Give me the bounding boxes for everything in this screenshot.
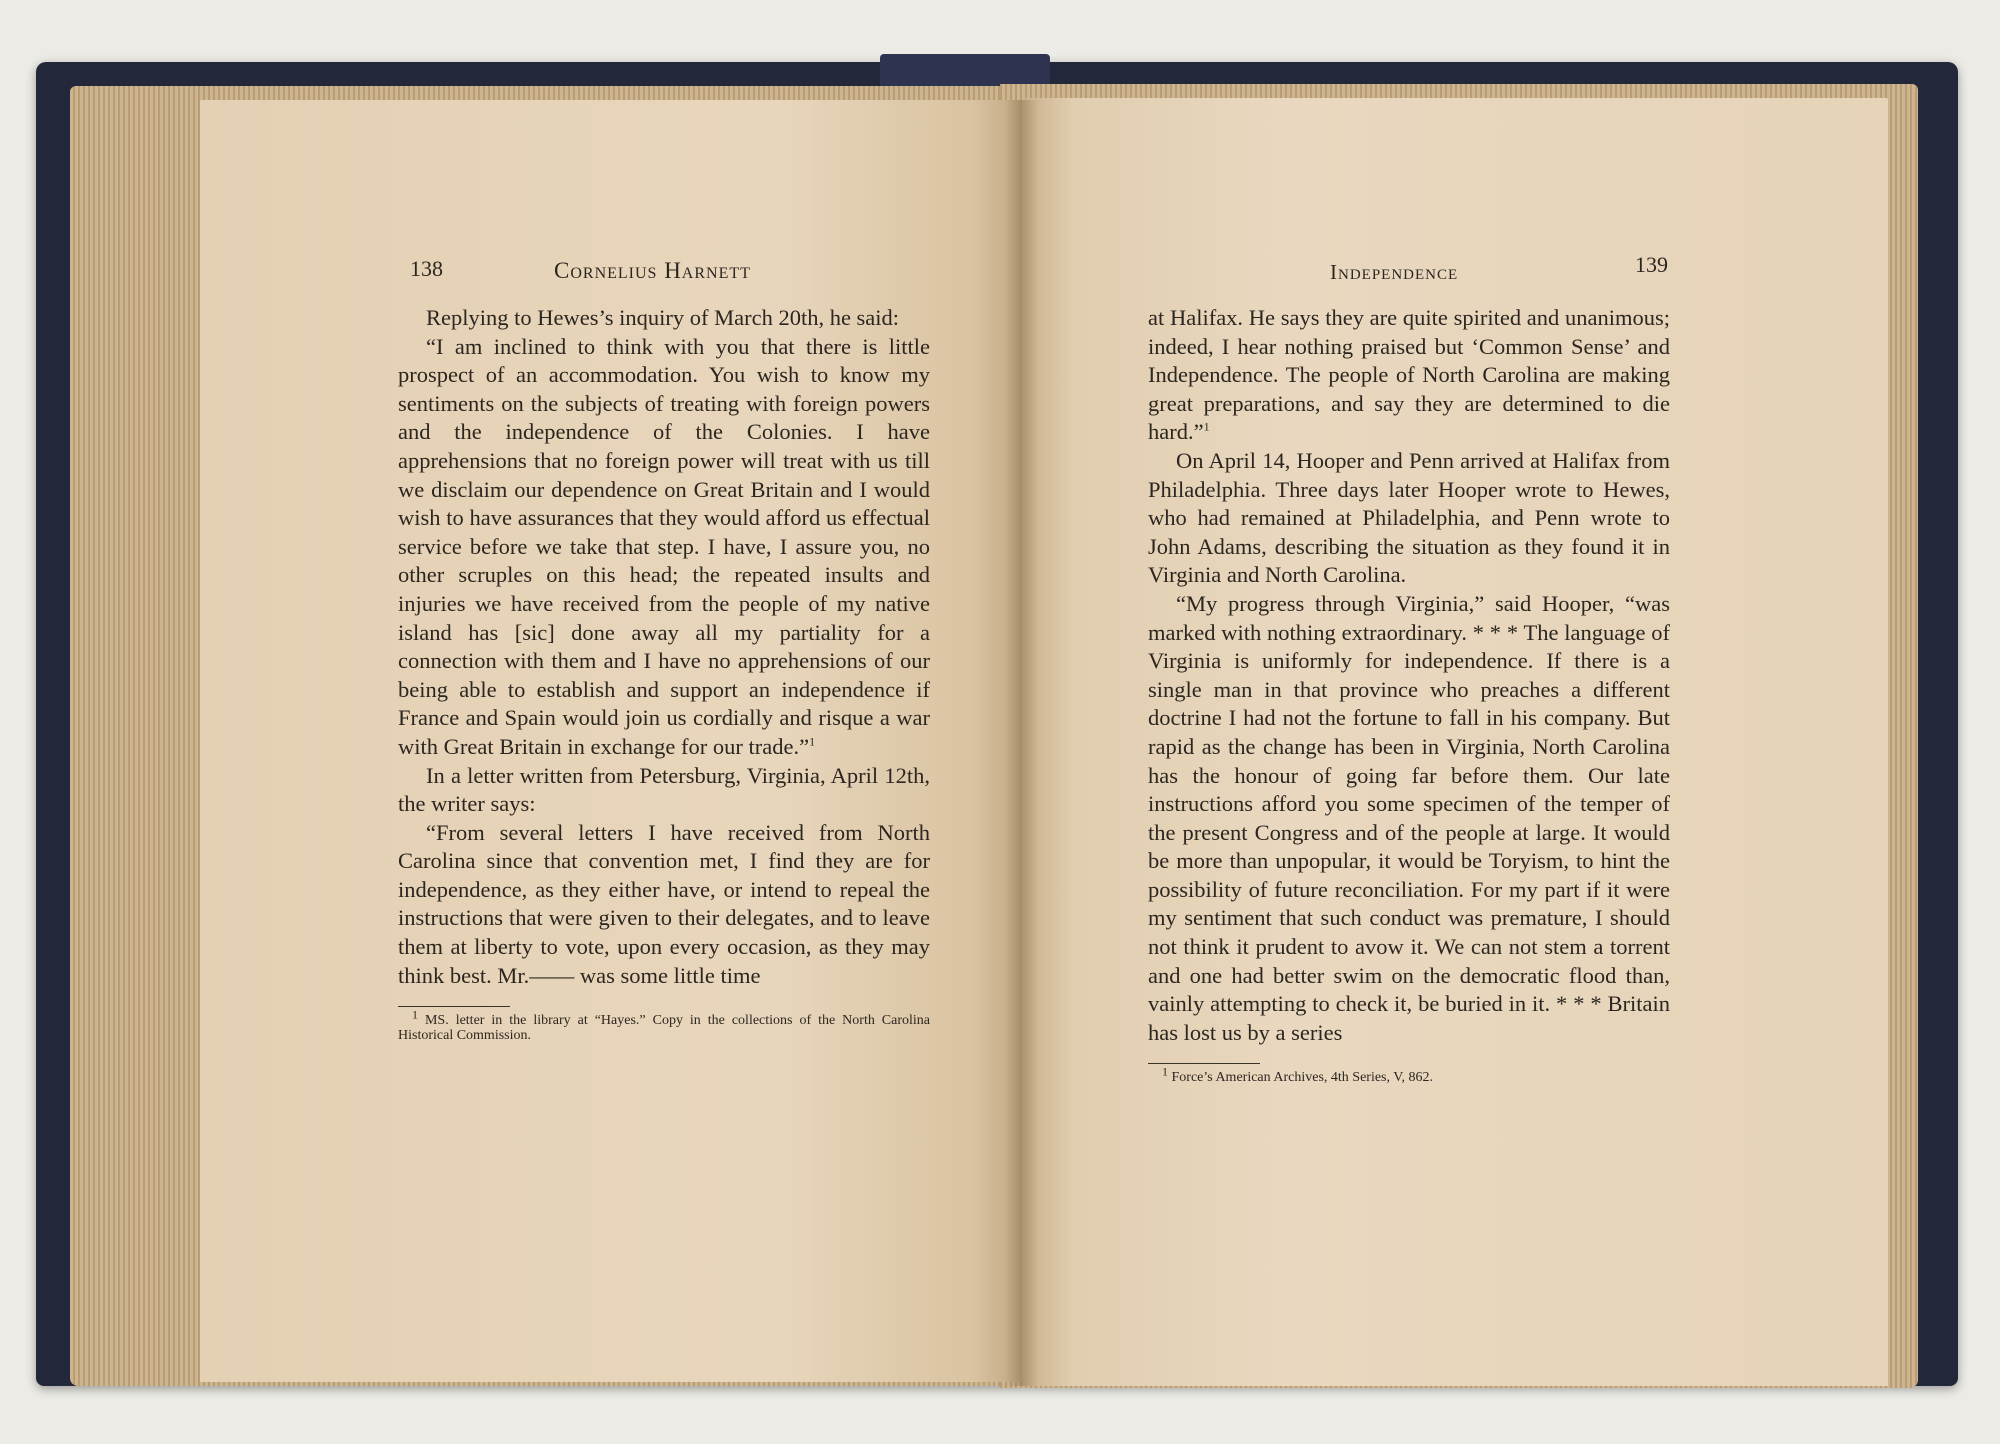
left-body — [398, 304, 930, 990]
paragraph: “My progress through Virginia,” said Hooper, “was marked with nothing extraordinary. * * * The language of Virginia is uniformly for independence. If there is a single man in that province who preaches a different doctrine I had not the fortune to fall in his company. But rapid as the change has been in Virginia, North Carolina has the honour of going far before them. Our late instructions afford you some specimen of the temper of the present Congress and of the people at large. It would be more than unpopular, it would be Toryism, to hint the possibility of future reconciliation. For my part if it were my sentiment that such conduct was premature, I should not think it prudent to avow it. We can not stem a torrent and one had better swim on the democratic flood than, vainly attempting to check it, be buried in it. * * * Britain has lost us by a series — [1148, 590, 1670, 1045]
right-footnote: $^1$ Force’s American Archives, 4th Series, V, 862. — [1162, 1064, 1434, 1086]
left-page-number: 138 — [410, 256, 443, 281]
paragraph: Replying to Hewes’s inquiry of March 20th, he said: — [426, 305, 900, 330]
left-page-text — [398, 256, 930, 1043]
paragraph: On April 14, Hooper and Penn arrived at Halifax from Philadelphia. Three days later Hooper wrote to Hewes, who had remained at Philadelphia, and Penn wrote to John Adams, describing the situation as they found it in Virginia and North Carolina. — [1148, 447, 1670, 588]
left-running-title: Cornelius Harnett — [554, 258, 751, 283]
paragraph: “I am inclined to think with you that there is little prospect of an accommodation. You wish to know my sentiments on the subjects of treating with foreign powers and the independence of the Colonies. I have apprehensions that no foreign power will treat with us till we disclaim our dependence on Great Britain and I would wish to have assurances that they would afford us effectual service before we take that step. I have, I assure you, no other scruples on this head; the repeated insults and injuries we have received from the people of my native island has [sic] done away all my partiality for a connection with them and I have no apprehensions of our being able to establish and support an independence if France and Spain would join us cordially and risque a war with Great Britain in exchange for our trade.”$^1$ — [398, 333, 930, 759]
right-page-number: 139 — [1635, 252, 1668, 277]
left-running-head — [398, 256, 930, 294]
paragraph: at Halifax. He says they are quite spirited and unanimous; indeed, I hear nothing praised but ‘Common Sense’ and Independence. The people of North Carolina are making great preparations, and say they are determined to die hard.”$^1$ — [1148, 305, 1670, 445]
footnote-ref: 1 — [809, 734, 816, 749]
right-body — [1148, 304, 1670, 1047]
footnote-ref: 1 — [1203, 419, 1210, 434]
right-running-title: Independence — [1330, 260, 1459, 284]
paragraph: In a letter written from Petersburg, Virginia, April 12th, the writer says: — [398, 762, 930, 817]
right-page-text — [1148, 252, 1670, 1086]
left-footnote: $^1$ MS. letter in the library at “Hayes.” Copy in the collections of the North Carolina Historical Commission. — [398, 1007, 931, 1044]
paragraph: “From several letters I have received from North Carolina since that convention met, I find they are for independence, as they either have, or intend to repeal the instructions that were given to their delegates, and to leave them at liberty to vote, upon every occasion, as they may think best. Mr.—— was some little time — [398, 819, 930, 988]
right-running-head — [1148, 252, 1670, 294]
gutter-shadow — [1005, 100, 1039, 1386]
